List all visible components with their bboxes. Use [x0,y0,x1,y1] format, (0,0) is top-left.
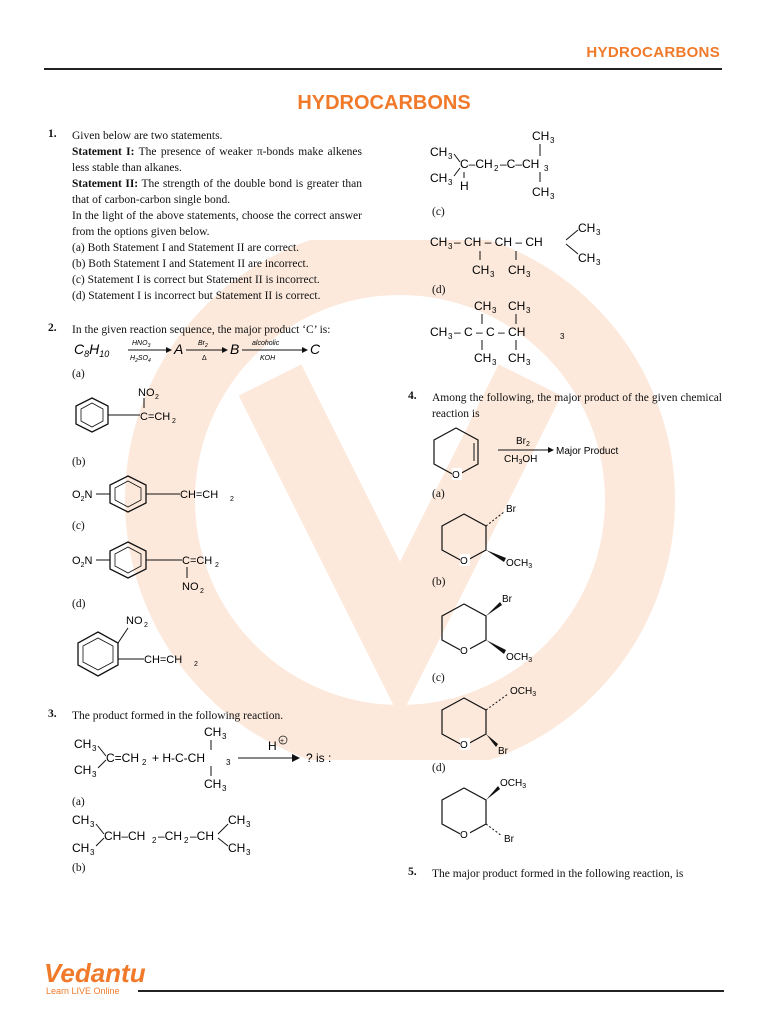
q3-reaction [72,722,372,792]
svg-text:–CH: –CH [158,829,183,843]
svg-text:2: 2 [152,836,157,845]
q3-label-d: (d) [432,284,446,296]
svg-text:Br2: $Br_2$ [198,340,208,349]
q2-text: In the given reaction sequence, the major product ‘C’ is: [72,324,331,336]
svg-text:3: 3 [490,270,495,279]
q4-reaction [432,424,652,484]
q5-text: The major product formed in the following reaction, is [432,868,684,880]
svg-text:O: O [460,830,468,841]
svg-text:+ H-C-CH: + H-C-CH [152,751,205,765]
svg-text:CH3OH: $CH_3OH$ [504,454,538,466]
svg-text:C–CH: C–CH [460,157,493,171]
svg-text:– C – C – CH: – C – C – CH [454,325,526,339]
svg-text:O2N: $O_2N$ [72,489,93,503]
svg-text:OCH3: $OCH_3$ [510,686,537,698]
q4-label-b: (b) [432,576,446,588]
svg-text:Major Product: Major Product [556,446,619,457]
svg-text:3: 3 [526,358,531,367]
svg-text:3: 3 [550,136,555,145]
svg-text:3: 3 [222,732,227,741]
svg-text:OCH3: $OCH_3$ [506,652,533,664]
q1-option-d: (d) Statement I is incorrect but Statement II is correct. [72,290,321,302]
svg-text:CH=CH: CH=CH [144,654,183,666]
q4-structure-b [432,590,542,666]
svg-text:CH: CH [430,145,448,159]
svg-text:CH: CH [430,171,448,185]
svg-text:3: 3 [246,820,251,829]
svg-text:3: 3 [596,258,601,267]
q1-intro: Given below are two statements. [72,130,223,142]
svg-text:3: 3 [92,770,97,779]
svg-text:H: H [268,739,277,753]
footer-divider [138,990,724,992]
svg-text:C=CH: C=CH [182,555,213,567]
q1-option-a: (a) Both Statement I and Statement II are correct. [72,242,300,254]
svg-text:NO: NO [182,581,199,593]
svg-text:NO: NO [138,387,155,399]
q2-label-c: (c) [72,520,85,532]
svg-text:2: 2 [144,622,148,629]
svg-text:NO: NO [126,615,143,627]
svg-text:CH: CH [74,763,92,777]
q3-structure-c [430,218,620,280]
svg-text:O: O [460,556,468,567]
svg-text:2: 2 [200,588,204,595]
svg-text:alcoholic: alcoholic [252,340,280,347]
q1-statement-2: Statement II: The strength of the double bond is greater than that of carbon-carbon single bond. [72,178,362,206]
q2-structure-d [70,612,210,688]
svg-text:CH: CH [508,263,526,277]
svg-text:CH: CH [474,351,492,365]
svg-text:CH: CH [472,263,490,277]
header-label: HYDROCARBONS [586,44,720,61]
q1-number: 1. [48,128,57,140]
svg-text:2: 2 [494,164,499,173]
svg-text:3: 3 [492,306,497,315]
svg-text:3: 3 [448,242,453,251]
svg-text:3: 3 [222,784,227,792]
svg-text:CH: CH [578,251,596,265]
svg-text:2: 2 [142,758,147,767]
svg-text:O: O [452,470,460,481]
q3-structure-d [430,296,590,368]
svg-text:CH: CH [578,221,596,235]
q2-number: 2. [48,322,57,334]
svg-text:CH: CH [430,325,448,339]
q5-number: 5. [408,866,417,878]
svg-text:CH: CH [532,185,550,199]
q4-label-d: (d) [432,762,446,774]
q2-reaction-scheme [72,336,352,366]
svg-text:Br: Br [498,746,508,757]
page-title: HYDROCARBONS [297,92,471,114]
svg-text:CH: CH [228,813,246,827]
svg-text:Br2: $Br_2$ [516,436,530,448]
svg-text:–CH: –CH [190,829,215,843]
q1-ask: In the light of the above statements, choose the correct answer from the options given below. [72,210,362,238]
svg-text:2: 2 [194,661,198,668]
svg-text:3: 3 [448,178,453,187]
q3-label-b: (b) [72,862,86,874]
svg-text:CH=CH: CH=CH [180,489,219,501]
svg-text:3: 3 [90,820,95,829]
svg-text:2: 2 [215,562,219,569]
svg-text:3: 3 [560,332,565,341]
svg-text:3: 3 [246,848,251,857]
svg-text:3: 3 [448,332,453,341]
q4-structure-a [432,500,542,572]
svg-text:CH: CH [204,725,222,739]
header-divider [44,68,722,70]
svg-text:A: A [174,341,184,357]
q2-label-b: (b) [72,456,86,468]
logo-tagline: Learn LIVE Online [46,986,120,996]
svg-text:2: 2 [172,418,176,425]
svg-text:3: 3 [526,270,531,279]
q2-structure-c [70,534,240,596]
svg-text:2: 2 [230,496,234,503]
svg-text:3: 3 [492,358,497,367]
q3-label-c: (c) [432,206,445,218]
q4-structure-d [432,774,552,850]
svg-text:2: 2 [184,836,189,845]
svg-text:CH–CH: CH–CH [104,829,146,843]
svg-text:OCH3: $OCH_3$ [506,558,533,570]
svg-text:C8H10: $C_8H_{10}$ [74,341,110,359]
q1-body [72,128,362,304]
svg-text:KOH: KOH [260,355,276,362]
q4-number: 4. [408,390,417,402]
svg-text:H: H [460,179,469,193]
svg-text:3: 3 [448,152,453,161]
svg-text:CH: CH [474,299,492,313]
svg-text:CH: CH [430,235,448,249]
svg-text:HNO3: $HNO_3$ [132,340,151,349]
q4-text: Among the following, the major product of the given chemical reaction is [432,392,722,420]
svg-text:– CH – CH – CH: – CH – CH – CH [454,235,543,249]
svg-text:Δ: Δ [202,355,207,362]
svg-text:C=CH: C=CH [106,751,140,765]
svg-text:CH: CH [228,841,246,855]
svg-text:CH: CH [72,841,90,855]
svg-text:3: 3 [92,744,97,753]
q4-label-a: (a) [432,488,445,500]
q1-option-b: (b) Both Statement I and Statement II are incorrect. [72,258,309,270]
q3-text: The product formed in the following reaction. [72,710,284,722]
svg-text:? is :: ? is : [306,751,332,765]
svg-text:B: B [230,341,240,357]
vedantu-logo: Vedantu [44,958,146,988]
q4-label-c: (c) [432,672,445,684]
svg-text:CH: CH [74,737,92,751]
svg-text:O: O [460,740,468,751]
svg-text:CH: CH [72,813,90,827]
q3-structure-b [430,126,610,202]
svg-text:–C–CH: –C–CH [500,157,540,171]
svg-text:CH: CH [204,777,222,791]
svg-text:CH: CH [508,299,526,313]
svg-text:3: 3 [550,192,555,201]
svg-text:+: + [280,738,285,745]
svg-text:OCH3: $OCH_3$ [500,778,527,790]
svg-text:O: O [460,646,468,657]
svg-text:H2SO4: $H_2SO_4$ [130,355,151,364]
svg-text:O2N: $O_2N$ [72,555,93,569]
svg-text:Br: Br [502,594,512,605]
q2-structure-a [70,384,200,444]
q2-label-d: (d) [72,598,86,610]
svg-text:3: 3 [226,758,231,767]
q3-structure-a [72,808,292,858]
svg-text:Br: Br [506,504,516,515]
svg-text:Br: Br [504,834,514,845]
svg-text:CH: CH [508,351,526,365]
svg-text:3: 3 [90,848,95,857]
svg-text:C: C [310,341,321,357]
svg-text:2: 2 [155,394,159,401]
svg-text:3: 3 [544,164,549,173]
q1-option-c: (c) Statement I is correct but Statement II is incorrect. [72,274,320,286]
svg-text:CH: CH [532,129,550,143]
q2-structure-b [70,470,240,520]
q4-structure-c [432,684,552,760]
q2-label-a: (a) [72,368,85,380]
svg-text:C=CH: C=CH [140,411,171,423]
svg-text:3: 3 [526,306,531,315]
q1-statement-1: Statement I: The presence of weaker π-bonds make alkenes less stable than alkanes. [72,146,363,174]
svg-text:3: 3 [596,228,601,237]
q3-number: 3. [48,708,57,720]
q3-label-a: (a) [72,796,85,808]
